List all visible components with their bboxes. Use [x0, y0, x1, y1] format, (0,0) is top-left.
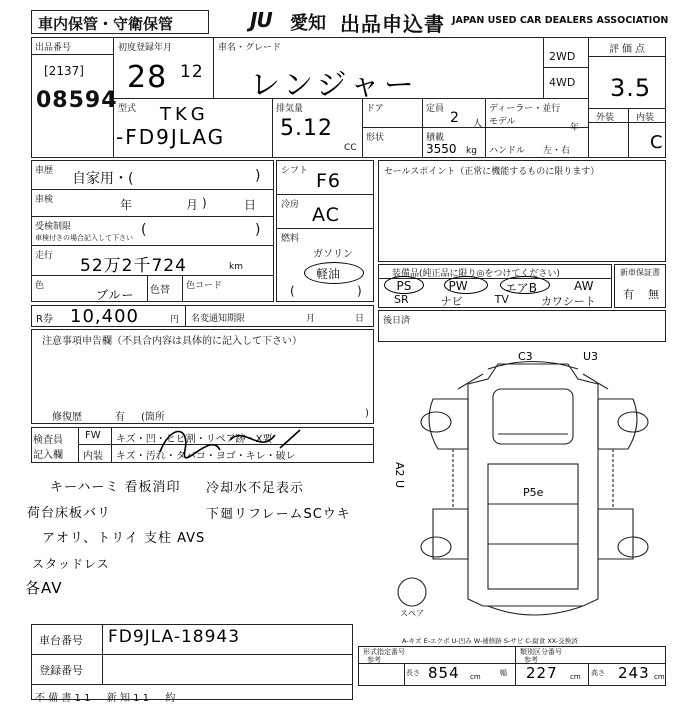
- lot-label: 出品番号: [35, 43, 72, 53]
- repair-label: 修復歴: [52, 412, 82, 423]
- diagram-legend: A-キズ E-エクボ U-凹み W-補修跡 S-サビ C-腐食 XX-交換済: [402, 637, 578, 645]
- handle-options: 左・右: [543, 146, 571, 156]
- type-label: 形式指定番号: [363, 648, 405, 656]
- chassis-label: 車台番号: [39, 634, 83, 647]
- inspection-label: 車検: [35, 195, 54, 205]
- inspection-close: ): [202, 196, 207, 210]
- length-label: 長さ: [406, 669, 420, 677]
- footer-partial: 不 備 書 1 1 新 知 1 1 約: [35, 693, 176, 704]
- registration-year: 28: [127, 60, 168, 95]
- inspection-day: 日: [244, 198, 257, 212]
- displacement-unit: CC: [344, 143, 357, 153]
- interior-label: 内装: [636, 113, 655, 123]
- name-change-day: 日: [355, 314, 365, 324]
- equip-navi: ナビ: [440, 295, 463, 308]
- ps-circle: [384, 276, 424, 294]
- note-2: 荷台床板バリ: [27, 506, 112, 521]
- inspector-row2: キズ・汚れ・タバコ・ヨゴ・キレ・破レ: [116, 451, 296, 462]
- lot-number: 08594: [36, 88, 118, 113]
- diagram-mark-c3: C3: [518, 350, 533, 363]
- inspector-row1-head: FW: [85, 430, 101, 441]
- sales-points-label: セールスポイント（正常に機能するものに限ります）: [384, 167, 600, 177]
- equip-seat: カワシート: [540, 295, 596, 308]
- shape-label: 形状: [366, 133, 385, 143]
- doors-label: ドア: [366, 104, 384, 114]
- diagram-mark-u3: U3: [583, 350, 599, 363]
- class-label: 類別区分番号: [520, 648, 562, 656]
- interior-value: C: [650, 132, 664, 153]
- acceptance-close: ): [255, 222, 261, 238]
- length-unit: cm: [470, 673, 481, 681]
- inspector-label1: 検査員: [33, 435, 63, 446]
- diagram-mark-center: P5e: [523, 486, 544, 499]
- note-4: スタッドレス: [32, 557, 110, 571]
- later-block: [378, 310, 666, 342]
- dealer-label: ディーラー・並行: [489, 104, 561, 114]
- fuel-diesel: 軽油: [316, 267, 341, 281]
- height-label: 高さ: [591, 669, 605, 677]
- equip-sr: SR: [394, 293, 409, 306]
- exterior-label: 外装: [596, 113, 615, 123]
- fuel-close: ): [357, 284, 362, 298]
- repair-paren: (箇所: [141, 412, 165, 423]
- lot-bracket-code: [2137]: [44, 64, 84, 78]
- warranty-label: 新車保証書: [620, 268, 660, 277]
- acceptance-label: 受検制限: [35, 222, 72, 232]
- fuel-open: (: [290, 284, 295, 298]
- name-change-label: 名変通知期限: [191, 314, 246, 324]
- ac-value: AC: [312, 204, 340, 226]
- height-value: 243: [618, 664, 650, 682]
- load-label: 積載: [426, 133, 445, 143]
- handle-label: ハンドル: [489, 146, 526, 156]
- equip-ps: PS: [396, 279, 412, 293]
- recycle-value: 10,400: [70, 306, 139, 327]
- repair-value: 有: [115, 412, 125, 423]
- model-line1: TKG: [160, 104, 209, 125]
- shift-label: シフト: [281, 166, 309, 176]
- shift-value: F6: [316, 170, 342, 192]
- fuel-label: 燃料: [281, 234, 300, 244]
- car-damage-diagram: [378, 344, 668, 634]
- inspector-label2: 記入欄: [33, 450, 63, 461]
- model-year-unit: 年: [570, 123, 580, 133]
- note-6: 冷却水不足表示: [206, 481, 305, 496]
- color-label: 色: [35, 281, 45, 291]
- acceptance-note: 車検付きの場合記入して下さい: [35, 234, 133, 242]
- displacement-value: 5.12: [280, 116, 333, 141]
- capacity-label: 定員: [426, 104, 445, 114]
- history-value: 自家用・(: [72, 171, 134, 187]
- history-label: 車歴: [35, 166, 54, 176]
- association-name: JAPAN USED CAR DEALERS ASSOCIATION: [452, 15, 669, 26]
- rating-label: 評価点: [609, 44, 648, 55]
- model-label: 型式: [118, 104, 137, 114]
- load-unit: kg: [466, 146, 477, 156]
- warranty-none: 無: [648, 288, 659, 301]
- history-close: ): [255, 168, 261, 184]
- storage-label: 車内保管・守衛保管: [38, 15, 174, 33]
- note-1: キーハーミ 看板消印: [50, 480, 181, 495]
- note-7: 下廻リフレームSCウキ: [206, 507, 351, 522]
- fuel-gas: ガソリン: [313, 249, 353, 260]
- ju-logo-text: JU: [250, 8, 272, 32]
- rating-value: 3.5: [610, 74, 652, 102]
- form-title: 出品申込書: [340, 12, 445, 36]
- height-unit: cm: [654, 673, 665, 681]
- inspection-month: 月: [186, 198, 199, 212]
- model-line2: -FD9JLAG: [116, 125, 226, 149]
- capacity-value: 2: [450, 110, 460, 126]
- note-3: アオリ、トリイ 支柱 AVS: [42, 531, 206, 546]
- drive-4wd: 4WD: [549, 76, 576, 89]
- equipment-row2: [378, 293, 612, 307]
- notes-label: 注意事項申告欄（不具合内容は具体的に記入して下さい）: [42, 336, 302, 347]
- model-year-label: モデル: [489, 117, 516, 127]
- inspector-scribble: [150, 420, 310, 460]
- note-5: 各AV: [25, 579, 63, 597]
- class-sub: 参考: [524, 656, 538, 664]
- width-value: 227: [526, 664, 558, 682]
- type-sub: 参考: [367, 656, 381, 664]
- ac-label: 冷房: [281, 200, 300, 210]
- color-code-label: 色コード: [186, 281, 223, 291]
- equip-airbag: エアB: [504, 281, 537, 295]
- car-name-label: 車名・グレード: [218, 43, 282, 53]
- color-value: ブルー: [96, 288, 135, 302]
- displacement-label: 排気量: [276, 104, 304, 114]
- diagram-mark-left: A2 U: [393, 462, 406, 489]
- mileage-unit: km: [229, 262, 243, 272]
- airbag-circle: [500, 276, 550, 294]
- org-name: 愛知: [290, 13, 326, 34]
- width-label: 幅: [500, 669, 507, 677]
- inspector-row1: キズ・凹・ヒビ割・リペア跡・X要: [116, 434, 273, 445]
- width-unit: cm: [570, 673, 581, 681]
- inspection-year: 年: [120, 198, 133, 212]
- recycle-label: R券: [36, 314, 53, 325]
- later-label: 後日済: [383, 316, 411, 326]
- registration-month: 12: [180, 62, 204, 82]
- reg-number-label: 登録番号: [39, 664, 83, 677]
- capacity-unit: 人: [473, 119, 483, 129]
- spare-label: スペア: [400, 609, 424, 618]
- acceptance-open: (: [141, 222, 147, 238]
- equip-pw: PW: [448, 279, 468, 293]
- equip-tv: TV: [494, 293, 509, 306]
- mileage-label: 走行: [35, 251, 54, 261]
- mileage-value: 52万2千724: [80, 256, 187, 276]
- color-swap-label: 色替: [150, 285, 170, 296]
- equipment-label: 装備品(純正品に限り◎をつけてください): [392, 269, 560, 279]
- chassis-value: FD9JLA-18943: [108, 627, 241, 647]
- storage-label-box: [31, 10, 209, 34]
- inspector-row2-head: 内装: [83, 451, 103, 462]
- name-change-month: 月: [306, 314, 316, 324]
- pw-circle: [444, 276, 488, 294]
- drive-2wd: 2WD: [549, 50, 576, 63]
- recycle-unit: 円: [170, 315, 180, 325]
- length-value: 854: [428, 664, 460, 682]
- registration-label: 初度登録年月: [118, 43, 173, 53]
- warranty-has: 有: [623, 288, 634, 301]
- car-name-value: レンジャー: [250, 68, 418, 103]
- repair-close: ): [365, 408, 369, 419]
- load-value: 3550: [426, 142, 457, 156]
- equip-aw: AW: [574, 279, 594, 293]
